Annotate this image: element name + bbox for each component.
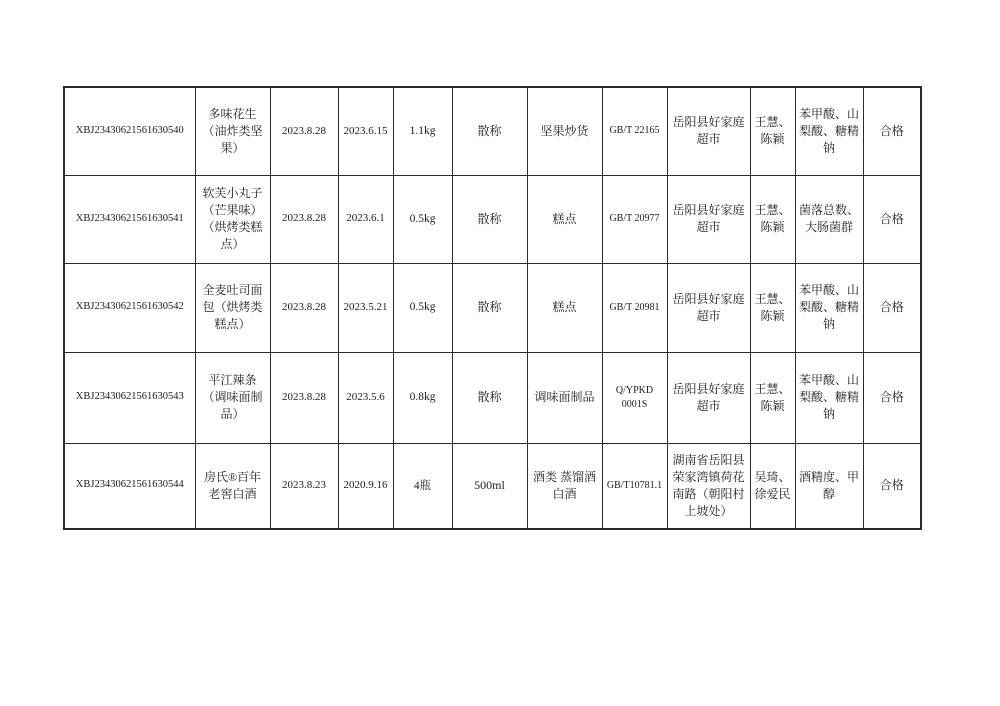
cell-standard: Q/YPKD 0001S [602,352,667,443]
cell-category: 糕点 [527,263,602,352]
cell-personnel: 王慧、陈颖 [750,352,795,443]
cell-producer-address: 岳阳县好家庭超市 [667,263,750,352]
cell-sample-id: XBJ23430621561630540 [64,87,195,175]
cell-sample-id: XBJ23430621561630541 [64,175,195,263]
cell-standard: GB/T 22165 [602,87,667,175]
cell-product-name: 多味花生（油炸类坚果） [195,87,270,175]
cell-sampling-date: 2023.8.28 [270,352,338,443]
cell-product-name: 软芙小丸子（芒果味）（烘烤类糕点） [195,175,270,263]
cell-personnel: 王慧、陈颖 [750,263,795,352]
cell-spec: 散称 [452,263,527,352]
table-row [64,352,921,443]
cell-sample-id: XBJ23430621561630544 [64,443,195,529]
inspection-results-table [63,86,922,530]
cell-result: 合格 [863,263,921,352]
cell-product-name: 平江辣条（调味面制品） [195,352,270,443]
cell-sampling-date: 2023.8.28 [270,263,338,352]
cell-quantity: 1.1kg [393,87,452,175]
cell-category: 糕点 [527,175,602,263]
cell-result: 合格 [863,87,921,175]
cell-result: 合格 [863,352,921,443]
cell-producer-address: 岳阳县好家庭超市 [667,352,750,443]
cell-producer-address: 湖南省岳阳县荣家湾镇荷花南路（朝阳村上坡处） [667,443,750,529]
cell-spec: 散称 [452,87,527,175]
cell-category: 坚果炒货 [527,87,602,175]
cell-sampling-date: 2023.8.28 [270,87,338,175]
cell-product-name: 全麦吐司面包（烘烤类糕点） [195,263,270,352]
cell-quantity: 4瓶 [393,443,452,529]
cell-sample-id: XBJ23430621561630543 [64,352,195,443]
table-row [64,263,921,352]
cell-production-date: 2023.5.6 [338,352,393,443]
cell-spec: 散称 [452,352,527,443]
cell-personnel: 吴琦、徐爱民 [750,443,795,529]
cell-producer-address: 岳阳县好家庭超市 [667,87,750,175]
cell-production-date: 2023.5.21 [338,263,393,352]
cell-spec: 500ml [452,443,527,529]
table-row [64,87,921,175]
cell-production-date: 2023.6.15 [338,87,393,175]
cell-category: 调味面制品 [527,352,602,443]
cell-quantity: 0.8kg [393,352,452,443]
cell-quantity: 0.5kg [393,175,452,263]
cell-personnel: 王慧、陈颖 [750,87,795,175]
cell-sampling-date: 2023.8.23 [270,443,338,529]
cell-spec: 散称 [452,175,527,263]
cell-sample-id: XBJ23430621561630542 [64,263,195,352]
cell-test-items: 苯甲酸、山梨酸、糖精钠 [795,263,863,352]
cell-result: 合格 [863,443,921,529]
cell-test-items: 苯甲酸、山梨酸、糖精钠 [795,87,863,175]
cell-product-name: 房氏®百年老窖白酒 [195,443,270,529]
table-row [64,443,921,529]
cell-test-items: 苯甲酸、山梨酸、糖精钠 [795,352,863,443]
cell-standard: GB/T10781.1 [602,443,667,529]
cell-test-items: 酒精度、甲醇 [795,443,863,529]
cell-category: 酒类 蒸馏酒 白酒 [527,443,602,529]
cell-standard: GB/T 20977 [602,175,667,263]
cell-standard: GB/T 20981 [602,263,667,352]
cell-personnel: 王慧、陈颖 [750,175,795,263]
cell-sampling-date: 2023.8.28 [270,175,338,263]
cell-production-date: 2023.6.1 [338,175,393,263]
table-row [64,175,921,263]
cell-test-items: 菌落总数、大肠菌群 [795,175,863,263]
cell-quantity: 0.5kg [393,263,452,352]
cell-production-date: 2020.9.16 [338,443,393,529]
cell-producer-address: 岳阳县好家庭超市 [667,175,750,263]
cell-result: 合格 [863,175,921,263]
